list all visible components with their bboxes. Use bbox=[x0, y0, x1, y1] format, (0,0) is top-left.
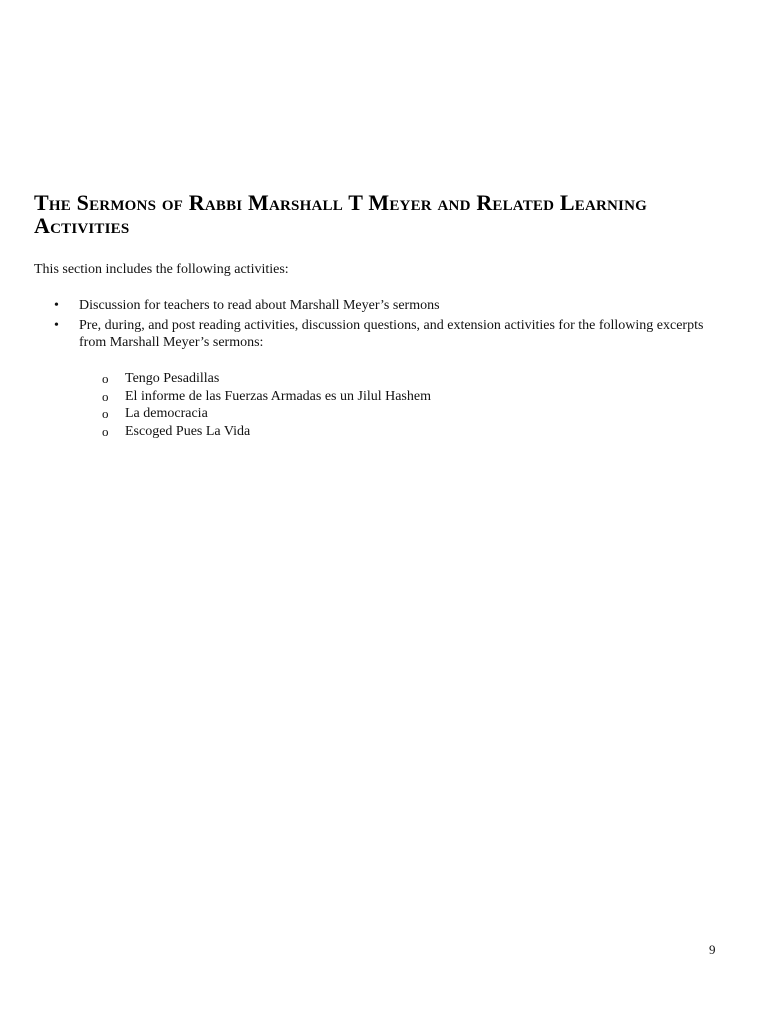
sub-list-item bbox=[102, 370, 431, 388]
list-item-text: Pre, during, and post reading activities, discussion questions, and extension activities for the following excerpts from Marshall Meyer’s sermons: bbox=[79, 318, 704, 350]
sub-list-item-text: La democracia bbox=[125, 406, 208, 421]
list-item-text: Discussion for teachers to read about Marshall Meyer’s sermons bbox=[79, 298, 440, 313]
list-item bbox=[34, 317, 724, 351]
bullet-icon: • bbox=[54, 318, 59, 333]
section-heading: The Sermons of Rabbi Marshall T Meyer and Related Learning Activities bbox=[34, 190, 647, 238]
sub-list-item bbox=[102, 423, 431, 441]
circle-bullet-icon: o bbox=[102, 371, 109, 386]
sub-list-item bbox=[102, 388, 431, 406]
sub-list-item-text: Escoged Pues La Vida bbox=[125, 423, 251, 439]
activity-list bbox=[34, 297, 724, 354]
sub-list-item-text: El informe de las Fuerzas Armadas es un Jilul Hashem bbox=[125, 388, 431, 404]
intro-text: This section includes the following activities: bbox=[34, 262, 289, 277]
bullet-icon: • bbox=[54, 298, 59, 313]
circle-bullet-icon: o bbox=[102, 388, 109, 404]
sub-list-item bbox=[102, 405, 431, 423]
list-item bbox=[34, 297, 724, 314]
page-number: 9 bbox=[709, 942, 716, 957]
circle-bullet-icon: o bbox=[102, 406, 109, 421]
sub-list-item-text: Tengo Pesadillas bbox=[125, 371, 220, 386]
circle-bullet-icon: o bbox=[102, 423, 109, 439]
sermon-excerpt-list bbox=[102, 370, 431, 440]
